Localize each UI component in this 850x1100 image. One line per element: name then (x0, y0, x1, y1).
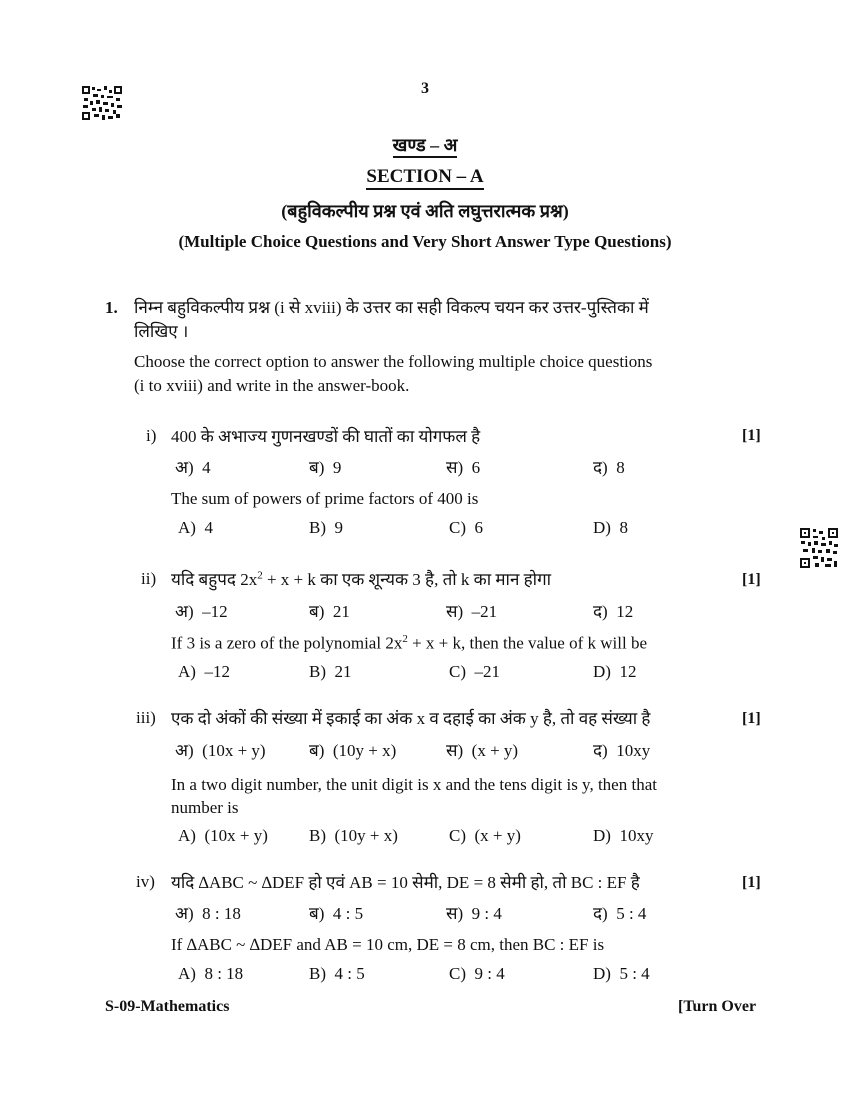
option-d-hindi: द) 10xy (593, 741, 651, 760)
qr-code-right (800, 528, 838, 568)
paper-code: S-09-Mathematics (105, 998, 230, 1015)
option-d-english: D) 10xy (593, 826, 654, 845)
item-ii-number: ii) (141, 569, 157, 588)
item-iv-number: iv) (136, 872, 155, 891)
option-b-english: B) 21 (309, 662, 352, 681)
item-iv-stem-hindi: यदि ∆ABC ~ ∆DEF हो एवं AB = 10 सेमी, DE = 8 सेमी हो, तो BC : EF है (171, 873, 640, 892)
option-d-hindi: द) 8 (593, 458, 625, 477)
question-number: 1. (105, 298, 118, 317)
item-iii-number: iii) (136, 708, 156, 727)
option-d-hindi: द) 12 (593, 602, 634, 621)
page-number: 3 (421, 80, 429, 97)
item-ii-stem-hindi: यदि बहुपद $2x^2 + x + k$ का एक शून्यक 3 है, तो k का मान होगा (171, 569, 552, 589)
option-a-english: A) (10x + y) (178, 826, 268, 845)
option-a-hindi: अ) 8 : 18 (175, 904, 241, 923)
option-c-english: C) 6 (449, 518, 483, 537)
item-ii-stem-english: If 3 is a zero of the polynomial $2x^2 + x + k$, then the value of k will be (171, 633, 648, 653)
option-c-hindi: स) (x + y) (446, 741, 519, 760)
option-d-english: D) 8 (593, 518, 628, 537)
section-heading: SECTION – A (0, 166, 850, 188)
item-i-stem-hindi: 400 के अभाज्य गुणनखण्डों की घातों का योगफल है (171, 427, 481, 446)
option-d-hindi: द) 5 : 4 (593, 904, 647, 923)
option-a-hindi: अ) 4 (175, 458, 211, 477)
option-c-hindi: स) 6 (446, 458, 481, 477)
item-iv-marks: [1] (742, 874, 761, 891)
section-heading-hindi: खण्ड – अ (0, 133, 850, 157)
option-b-english: B) 9 (309, 518, 343, 537)
item-iii-marks: [1] (742, 710, 761, 727)
option-b-english: B) (10y + x) (309, 826, 398, 845)
option-c-english: C) 9 : 4 (449, 964, 505, 983)
item-i-stem-english: The sum of powers of prime factors of 400 is (171, 489, 479, 508)
instruction-hindi: निम्न बहुविकल्पीय प्रश्न (i से xviii) के उत्तर का सही विकल्प चयन कर उत्तर-पुस्तिका में लिखिए । (134, 298, 649, 341)
option-b-hindi: ब) 21 (309, 602, 350, 621)
option-c-hindi: स) –21 (446, 602, 498, 621)
turn-over-note: [Turn Over (678, 998, 757, 1015)
option-d-english: D) 5 : 4 (593, 964, 650, 983)
option-a-hindi: अ) (10x + y) (175, 741, 266, 760)
item-ii-marks: [1] (742, 571, 761, 588)
item-i-number: i) (146, 426, 157, 445)
section-subtitle-english: (Multiple Choice Questions and Very Short Answer Type Questions) (178, 232, 672, 251)
option-a-english: A) 4 (178, 518, 213, 537)
option-c-english: C) –21 (449, 662, 500, 681)
section-subtitle-hindi: (बहुविकल्पीय प्रश्न एवं अति लघुत्तरात्मक प्रश्न) (281, 201, 569, 221)
option-b-hindi: ब) 4 : 5 (309, 904, 364, 923)
option-c-english: C) (x + y) (449, 826, 521, 845)
option-c-hindi: स) 9 : 4 (446, 904, 502, 923)
option-a-english: A) –12 (178, 662, 230, 681)
option-a-hindi: अ) –12 (175, 602, 228, 621)
item-iii-stem-hindi: एक दो अंकों की संख्या में इकाई का अंक x व दहाई का अंक y है, तो वह संख्या है (171, 709, 651, 728)
option-a-english: A) 8 : 18 (178, 964, 244, 983)
option-b-english: B) 4 : 5 (309, 964, 365, 983)
item-iv-stem-english: If ∆ABC ~ ∆DEF and AB = 10 cm, DE = 8 cm, then BC : EF is (171, 935, 605, 954)
instruction-english: Choose the correct option to answer the following multiple choice questions (i to xviii) and write in the answer-book. (134, 352, 653, 395)
item-iii-stem-english: In a two digit number, the unit digit is x and the tens digit is y, then that number is (171, 775, 657, 817)
option-d-english: D) 12 (593, 662, 637, 681)
option-b-hindi: ब) 9 (309, 458, 342, 477)
item-i-marks: [1] (742, 427, 761, 444)
option-b-hindi: ब) (10y + x) (309, 741, 397, 760)
